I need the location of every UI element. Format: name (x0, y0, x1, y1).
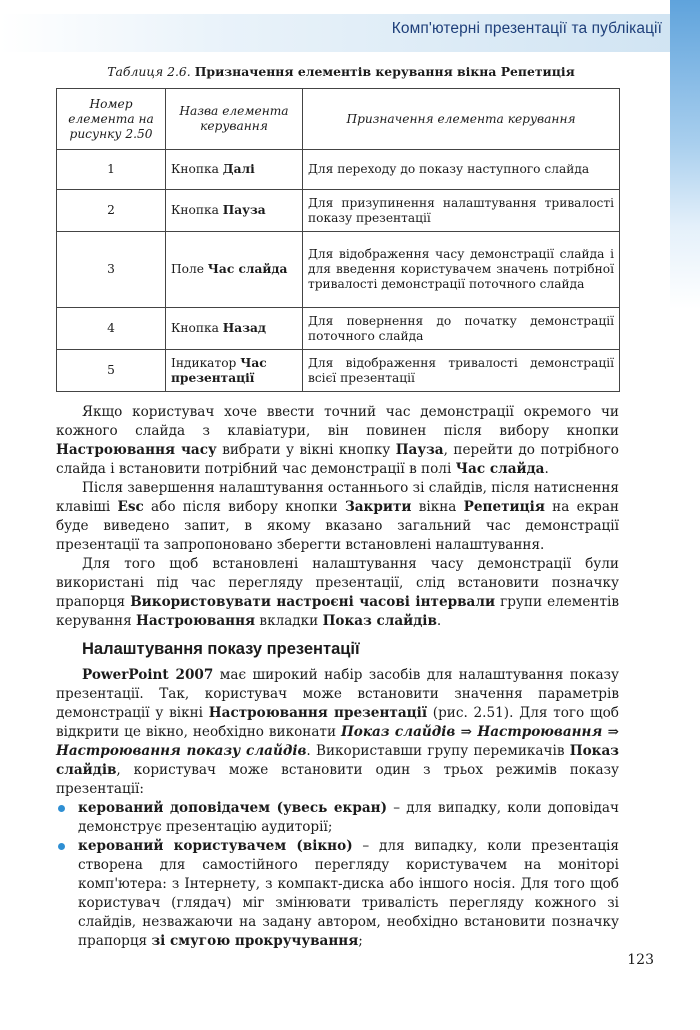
paragraph-show-setup: PowerPoint 2007 має широкий набір засобів для налаштування показу презентації. Так, користувач може встановити значення параметрів демонстрації у вікні Настроювання презентації (рис. 2.51). Для того щоб відкрити це вікно, необхідно виконати Показ слайдів ⇒ Настроювання ⇒ Настроювання показу слайдів. Використавши групу перемикачів Показ слайдів, користувач може встановити один з трьох режимів показу презентації: (56, 667, 619, 797)
control-purpose: Для переходу до показу наступного слайда (303, 150, 620, 190)
table-caption (56, 64, 626, 79)
control-purpose: Для відображення часу демонстрації слайда і для введення користувачем значень потрібної тривалості демонстрації поточного слайда (303, 232, 620, 308)
table-header-row (57, 89, 620, 150)
table-caption-number: Таблиця 2.6. (107, 64, 191, 79)
table-row (57, 350, 620, 392)
bullet-dot-icon (58, 805, 65, 812)
side-color-strip (670, 0, 700, 1030)
row-number: 1 (57, 150, 166, 190)
body-text (56, 403, 619, 951)
running-header-title: Комп'ютерні презентації та публікації (391, 20, 662, 37)
table-row (57, 308, 620, 350)
row-number: 5 (57, 350, 166, 392)
list-item: керований доповідачем (увесь екран) – для випадку, коли доповідач демонструє презентацію аудиторії; (56, 799, 619, 837)
control-name: Поле Час слайда (166, 232, 303, 308)
table-caption-title: Призначення елементів керування вікна Репетиція (194, 64, 575, 79)
row-number: 4 (57, 308, 166, 350)
column-header-number: Номер елемента на рисунку 2.50 (57, 89, 166, 150)
bullet-dot-icon (58, 843, 65, 850)
list-item: керований користувачем (вікно) – для випадку, коли презентація створена для самостійного перегляду користувачем на моніторі комп'ютера: з Інтернету, з компакт-диска або іншого носія. Для того щоб користувач (глядач) міг змінювати тривалість перегляду кожного зі слайдів, незважаючи на задану автором, необхідно встановити позначку прапорця зі смугою прокручування; (56, 837, 619, 951)
column-header-purpose: Призначення елемента керування (303, 89, 620, 150)
column-header-name: Назва елемента керування (166, 89, 303, 150)
table-row (57, 232, 620, 308)
controls-table (56, 88, 620, 392)
page-number: 123 (627, 952, 654, 968)
row-number: 2 (57, 190, 166, 232)
row-number: 3 (57, 232, 166, 308)
table-row (57, 150, 620, 190)
table-row (57, 190, 620, 232)
control-name: Індикатор Час презентації (166, 350, 303, 392)
control-name: Кнопка Назад (166, 308, 303, 350)
paragraph-manual-timing: Якщо користувач хоче ввести точний час демонстрації окремого чи кожного слайда з клавіатури, він повинен після вибору кнопки Настроювання часу вибрати у вікні кнопку Пауза, перейти до потрібного слайда і встановити потрібний час демонстрації в полі Час слайда. (56, 404, 619, 477)
control-purpose: Для повернення до початку демонстрації поточного слайда (303, 308, 620, 350)
paragraph-finish-setup: Після завершення налаштування останнього зі слайдів, після натиснення клавіші Esc або після вибору кнопки Закрити вікна Репетиція на екран буде виведено запит, в якому вказано загальний час демонстрації презентації та запропоновано зберегти встановлені налаштування. (56, 480, 619, 553)
show-modes-list (56, 799, 619, 951)
control-name: Кнопка Пауза (166, 190, 303, 232)
section-heading: Налаштування показу презентації (82, 640, 360, 658)
control-purpose: Для відображення тривалості демонстрації всієї презентації (303, 350, 620, 392)
paragraph-use-timings: Для того щоб встановлені налаштування часу демонстрації були використані під час перегляду презентації, слід встановити позначку прапорця Використовувати настроєні часові інтервали групи елементів керування Настроювання вкладки Показ слайдів. (56, 556, 619, 629)
control-name: Кнопка Далі (166, 150, 303, 190)
control-purpose: Для призупинення налаштування тривалості показу презентації (303, 190, 620, 232)
